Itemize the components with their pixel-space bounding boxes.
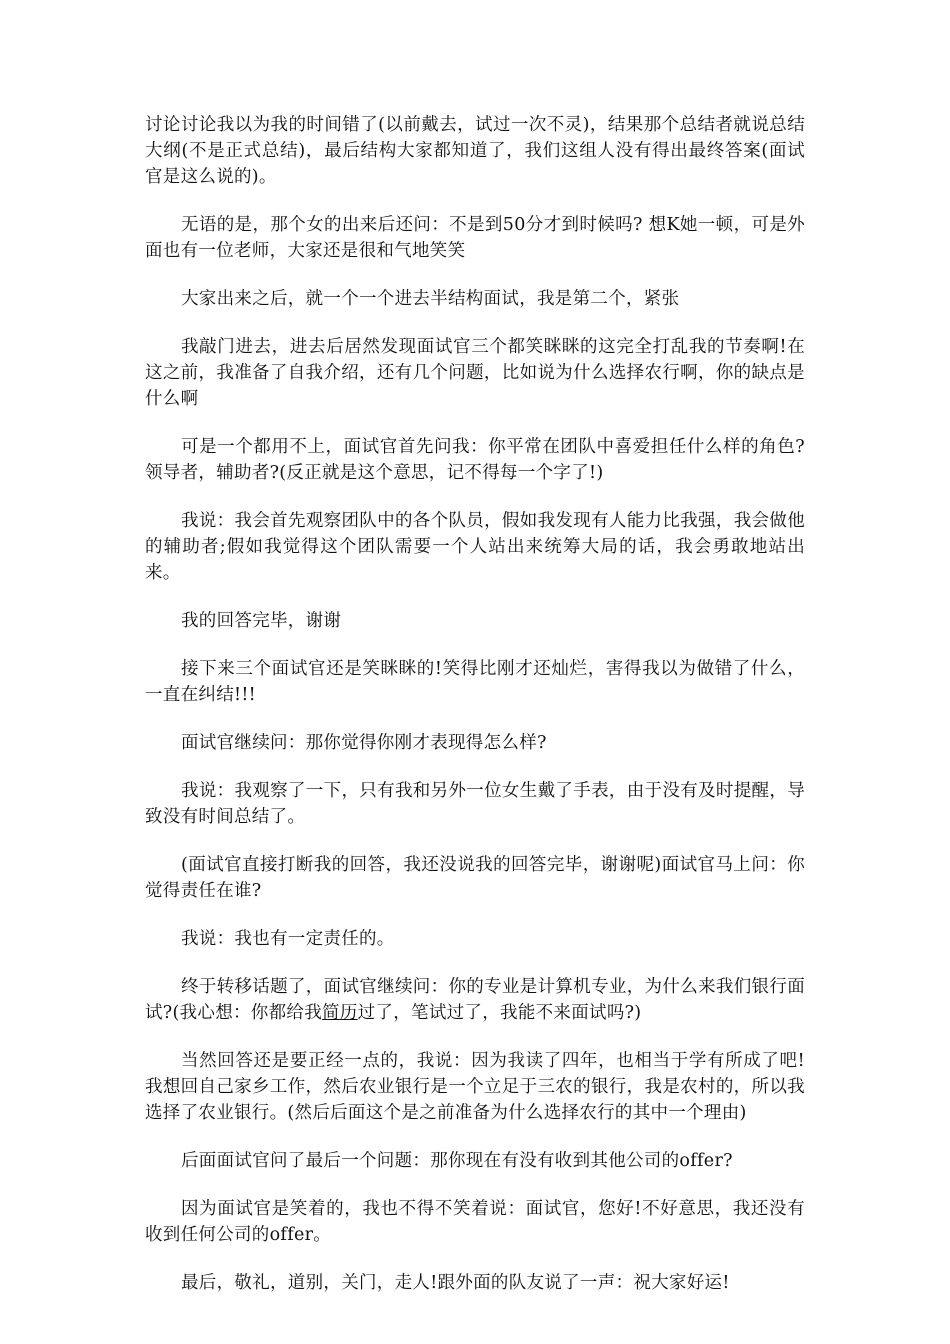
paragraph-10: 我说：我观察了一下，只有我和另外一位女生戴了手表，由于没有及时提醒，导致没有时间总结了。	[145, 781, 805, 827]
paragraph-13	[145, 974, 805, 1026]
paragraph-16: 因为面试官是笑着的，我也不得不笑着说：面试官，您好!不好意思，我还没有收到任何公司的offer。	[145, 1199, 805, 1245]
paragraph-1: 讨论讨论我以为我的时间错了(以前戴去，试过一次不灵)，结果那个总结者就说总结大纲(不是正式总结)，最后结构大家都知道了，我们这组人没有得出最终答案(面试官是这么说的)。	[145, 115, 805, 187]
resume-link[interactable]: 简历	[322, 1003, 358, 1023]
paragraph-4: 我敲门进去，进去后居然发现面试官三个都笑眯眯的这完全打乱我的节奏啊!在这之前，我准备了自我介绍，还有几个问题，比如说为什么选择农行啊，你的缺点是什么啊	[145, 337, 805, 409]
paragraph-13-before: 终于转移话题了，面试官继续问：你的专业是计算机专业，为什么来我们银行面试?(我心想：你都给我	[145, 977, 805, 1023]
paragraph-6: 我说：我会首先观察团队中的各个队员，假如我发现有人能力比我强，我会做他的辅助者;假如我觉得这个团队需要一个人站出来统筹大局的话，我会勇敢地站出来。	[145, 511, 805, 583]
paragraph-7: 我的回答完毕，谢谢	[181, 611, 342, 631]
paragraph-15: 后面面试官问了最后一个问题：那你现在有没有收到其他公司的offer?	[181, 1151, 733, 1171]
paragraph-14: 当然回答还是要正经一点的，我说：因为我读了四年，也相当于学有所成了吧!我想回自己家乡工作，然后农业银行是一个立足于三农的银行，我是农村的，所以我选择了农业银行。(然后后面这个是之前准备为什么选择农行的其中一个理由)	[145, 1051, 805, 1123]
paragraph-2: 无语的是，那个女的出来后还问：不是到50分才到时候吗? 想K她一顿，可是外面也有一位老师，大家还是很和气地笑笑	[145, 215, 805, 261]
paragraph-8: 接下来三个面试官还是笑眯眯的!笑得比刚才还灿烂，害得我以为做错了什么，一直在纠结!!!	[145, 659, 805, 705]
paragraph-3: 大家出来之后，就一个一个进去半结构面试，我是第二个，紧张	[181, 289, 680, 309]
document-body	[145, 112, 805, 1318]
paragraph-11: (面试官直接打断我的回答，我还没说我的回答完毕，谢谢呢)面试官马上问：你觉得责任在谁?	[145, 855, 805, 901]
paragraph-5: 可是一个都用不上，面试官首先问我：你平常在团队中喜爱担任什么样的角色?领导者，辅助者?(反正就是这个意思，记不得每一个字了!)	[145, 437, 805, 483]
paragraph-17: 最后，敬礼，道别，关门，走人!跟外面的队友说了一声：祝大家好运!	[181, 1273, 730, 1293]
paragraph-9: 面试官继续问：那你觉得你刚才表现得怎么样?	[181, 733, 547, 753]
paragraph-13-after: 过了，笔试过了，我能不来面试吗?)	[357, 1003, 642, 1023]
paragraph-12: 我说：我也有一定责任的。	[181, 929, 395, 949]
